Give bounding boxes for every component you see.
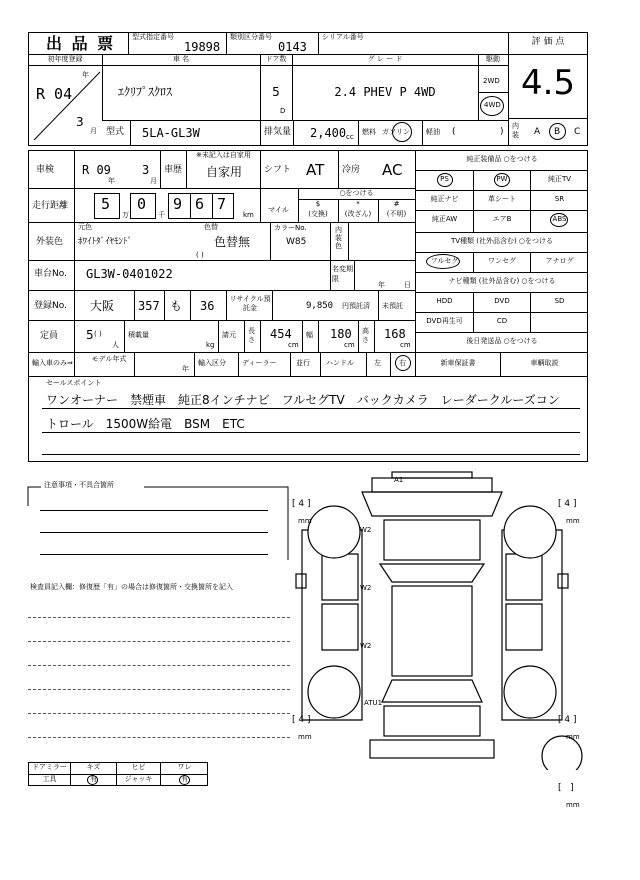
inspector-note: 検査員記入欄：修復歴「有」の場合は修復箇所・交換箇所を記入 bbox=[30, 583, 233, 591]
color-change: 色替無 bbox=[214, 235, 251, 249]
shift-value: AT bbox=[306, 161, 325, 179]
mark-atu1: ATU1 bbox=[364, 699, 383, 707]
grade-value: 2.4 PHEV P 4WD bbox=[334, 85, 436, 99]
capacity-persons: 5 bbox=[86, 328, 94, 342]
equip-aw: 純正AW bbox=[431, 215, 458, 223]
navi-sd: SD bbox=[554, 297, 565, 305]
equip-airbag: エアB bbox=[492, 215, 512, 223]
length-unit: cm bbox=[288, 341, 299, 349]
tire-front-left-value: 4 bbox=[298, 499, 305, 509]
chassis-number: GL3W-0401022 bbox=[86, 267, 173, 281]
notes-bracket bbox=[26, 481, 290, 564]
legend-jack: ジャッキ bbox=[124, 775, 153, 783]
tire-rear-left-value: 4 bbox=[298, 715, 305, 725]
tv-fullseg-circle bbox=[426, 254, 460, 269]
color-label: 外装色 bbox=[36, 237, 64, 247]
sales-point-label: セールスポイント bbox=[46, 379, 102, 387]
unknown-label: (不明) bbox=[386, 210, 407, 218]
original-color: ﾎﾜｲﾄﾀﾞｲﾔﾓﾝﾄﾞ bbox=[78, 237, 133, 247]
legend-scratch: キズ bbox=[86, 763, 101, 771]
tire-front-right: [ 4 ] bbox=[558, 499, 577, 509]
mileage-digit-5: 7 bbox=[217, 195, 227, 213]
import-class-label: 輸入区分 bbox=[198, 359, 226, 367]
renewal-day-unit: 日 bbox=[404, 281, 411, 289]
legend-tools: 工具 bbox=[42, 775, 57, 783]
tire-rear-right-value: 4 bbox=[564, 715, 571, 725]
height-label: 高さ bbox=[362, 327, 369, 344]
mark-w2-2: W2 bbox=[360, 584, 372, 592]
form-title: 出 品 票 bbox=[46, 34, 116, 53]
first-reg-era: R 04 bbox=[36, 85, 73, 103]
import-parallel: 並行 bbox=[296, 359, 310, 367]
handle-right-circle bbox=[395, 355, 411, 371]
length-label: 長さ bbox=[248, 327, 255, 344]
registration-number-2: 36 bbox=[200, 299, 215, 313]
door-count: 5 bbox=[272, 85, 280, 99]
tire-front-left-unit: mm bbox=[298, 517, 312, 525]
imported-only: 輸入車のみ⇒ bbox=[32, 359, 73, 367]
mark-a1: A1 bbox=[394, 476, 404, 484]
drive-4wd: 4WD bbox=[484, 101, 501, 109]
interior-c: C bbox=[574, 127, 581, 137]
color-code: W85 bbox=[286, 237, 307, 247]
width-unit: cm bbox=[344, 341, 355, 349]
history-value: 自家用 bbox=[206, 165, 243, 179]
renewal-year-unit: 年 bbox=[378, 281, 385, 289]
legend-tools-circle bbox=[87, 775, 98, 785]
mileage-digit-4: 6 bbox=[195, 195, 205, 213]
equip-pw: PW bbox=[496, 175, 508, 183]
first-reg-label: 初年度登録 bbox=[47, 55, 83, 63]
color-change-label: 色替 bbox=[204, 223, 218, 231]
mileage-digit-1: 5 bbox=[101, 195, 111, 213]
light-oil-label: 軽油 bbox=[426, 128, 440, 136]
mile-label: マイル bbox=[268, 206, 289, 214]
color-code-label: カラーNo. bbox=[274, 224, 307, 232]
height-value: 168 bbox=[384, 327, 406, 341]
interior-color-label: 内装色 bbox=[335, 226, 342, 250]
navi-hdd: HDD bbox=[436, 297, 453, 305]
mileage-label: 走行距離 bbox=[32, 201, 69, 211]
registration-number-1: 357 bbox=[138, 299, 160, 313]
type-number-label: 型式指定番号 bbox=[132, 33, 174, 41]
model-name-label: 車 名 bbox=[172, 55, 190, 63]
legend-break: ワレ bbox=[177, 763, 192, 771]
recycle-unpaid: 未預託 bbox=[382, 302, 403, 310]
equip-leather: 革シート bbox=[488, 195, 516, 203]
tv-oneseg: ワンセグ bbox=[488, 257, 516, 265]
score-label: 評 価 点 bbox=[531, 37, 565, 47]
history-note: ※未記入は自家用 bbox=[196, 151, 251, 159]
color-change-paren: ( ) bbox=[196, 251, 204, 259]
inspection-month: 3 bbox=[142, 163, 150, 177]
mileage-digit-2: 0 bbox=[137, 195, 147, 213]
doors-label: ドア数 bbox=[265, 55, 287, 63]
serial-label: シリアル番号 bbox=[322, 33, 364, 41]
interior-label: 内装 bbox=[512, 122, 519, 139]
navi-title: ナビ種類 (社外品含む) ○をつける bbox=[448, 277, 556, 285]
mark-w2-1: W2 bbox=[360, 526, 372, 534]
exchange-symbol: $ bbox=[315, 200, 321, 208]
capacity-paren: ( ) bbox=[94, 330, 102, 338]
equip-abs: ABS bbox=[552, 215, 567, 223]
inspection-era: R 09 bbox=[82, 163, 111, 177]
history-label: 車歴 bbox=[164, 165, 183, 175]
cooler-value: AC bbox=[382, 161, 403, 179]
displacement-unit: cc bbox=[346, 133, 354, 141]
length-value: 454 bbox=[270, 327, 292, 341]
car-damage-diagram bbox=[292, 470, 592, 770]
width-value: 180 bbox=[330, 327, 352, 341]
handle-right: 右 bbox=[399, 359, 406, 367]
year-unit: 年 bbox=[82, 71, 89, 79]
spare-tire-bracket: [ ] bbox=[558, 783, 574, 793]
original-color-label: 元色 bbox=[78, 223, 92, 231]
registration-city: 大阪 bbox=[90, 299, 115, 313]
sales-point-line-1: ワンオーナー 禁煙車 純正8インチナビ フルセグTV バックカメラ レーダークルーズコン bbox=[46, 393, 560, 407]
grade-label: グ レ ー ド bbox=[367, 55, 403, 63]
registration-label: 登録No. bbox=[34, 301, 67, 311]
height-unit: cm bbox=[400, 341, 411, 349]
month-unit: 月 bbox=[90, 127, 97, 135]
fuel-circle bbox=[392, 122, 412, 142]
mileage-sen: 千 bbox=[158, 211, 165, 219]
chassis-label: 車台No. bbox=[34, 269, 67, 279]
tv-fullseg: フルセグ bbox=[430, 257, 459, 265]
mileage-unit: km bbox=[243, 211, 254, 219]
tire-front-left: [ 4 ] bbox=[292, 499, 311, 509]
paren-close: ) bbox=[500, 127, 504, 137]
equip-ps-circle bbox=[437, 173, 453, 187]
class-number-label: 類別区分番号 bbox=[230, 33, 272, 41]
shift-label: シフト bbox=[264, 165, 292, 175]
spare-tire-unit: mm bbox=[566, 801, 580, 809]
displacement-label: 排気量 bbox=[264, 127, 292, 137]
interior-b: B bbox=[554, 127, 561, 137]
drive-2wd: 2WD bbox=[483, 77, 500, 85]
equip-tv: 純正TV bbox=[547, 175, 572, 183]
model-year-unit: 年 bbox=[182, 365, 189, 373]
tv-analog: アナログ bbox=[545, 257, 574, 265]
load-label: 積載量 bbox=[128, 331, 149, 339]
inspection-label: 車検 bbox=[36, 165, 55, 175]
tire-rear-left: [ 4 ] bbox=[292, 715, 311, 725]
width-label: 幅 bbox=[306, 331, 313, 339]
evaluation-score: 4.5 bbox=[520, 63, 576, 103]
model-name: ｴｸﾘﾌﾟｽｸﾛｽ bbox=[118, 85, 173, 99]
drive-4wd-circle bbox=[480, 96, 504, 116]
tire-rear-right: [ 4 ] bbox=[558, 715, 577, 725]
legend-crack: ヒビ bbox=[131, 763, 146, 771]
sales-point-line-2: トロール 1500W給電 BSM ETC bbox=[46, 417, 245, 431]
model-year-label: モデル年式 bbox=[91, 355, 127, 363]
recycle-amount: 9,850 bbox=[306, 301, 334, 311]
tire-front-right-value: 4 bbox=[564, 499, 571, 509]
dvd-playback: DVD再生可 bbox=[426, 317, 463, 325]
recycle-unit: 円預託済 bbox=[342, 302, 370, 310]
door-suffix: D bbox=[280, 107, 286, 115]
tire-rear-right-unit: mm bbox=[566, 733, 580, 741]
notes-title: 注意事項・不具合箇所 bbox=[44, 481, 114, 489]
tv-title: TV種類 (社外品含む) ○をつける bbox=[450, 237, 554, 245]
handle-label: ハンドル bbox=[326, 359, 354, 367]
tire-rear-left-unit: mm bbox=[298, 733, 312, 741]
price-label: 請元 bbox=[222, 331, 236, 339]
handle-left: 左 bbox=[374, 359, 381, 367]
fuel-label: 燃料 bbox=[362, 128, 376, 136]
model-code: 5LA-GL3W bbox=[142, 126, 200, 140]
legend-door-mirror: ドアミラー bbox=[32, 763, 67, 771]
tire-front-right-unit: mm bbox=[566, 517, 580, 525]
capacity-label: 定員 bbox=[40, 331, 59, 341]
registration-kana: も bbox=[170, 299, 183, 313]
vehicle-manual: 車輌取説 bbox=[530, 359, 559, 367]
altered-label: (改ざん) bbox=[344, 210, 372, 218]
legend-tools-yes: 有 bbox=[90, 775, 97, 783]
legend-jack-circle bbox=[179, 775, 190, 785]
equip-sr: SR bbox=[554, 195, 565, 203]
unknown-symbol: # bbox=[393, 200, 400, 208]
mark-w2-3: W2 bbox=[360, 642, 372, 650]
altered-symbol: * bbox=[356, 200, 360, 208]
cooler-label: 冷房 bbox=[342, 165, 361, 175]
type-number: 19898 bbox=[184, 40, 221, 54]
equip-pw-circle bbox=[494, 173, 510, 187]
renewal-label: 名変期限 bbox=[332, 265, 353, 283]
equip-ps: PS bbox=[440, 175, 449, 183]
navi-dvd: DVD bbox=[494, 297, 510, 305]
equipment-title: 純正装備品 ○をつける bbox=[466, 155, 538, 163]
class-number: 0143 bbox=[278, 40, 307, 54]
load-unit: kg bbox=[206, 341, 215, 349]
first-reg-month: 3 bbox=[76, 115, 84, 129]
import-dealer: ディーラー bbox=[242, 359, 277, 367]
inspection-month-unit: 月 bbox=[150, 177, 157, 185]
inspection-year-unit: 年 bbox=[108, 177, 115, 185]
cd: CD bbox=[496, 317, 508, 325]
new-car-warranty: 新車保証書 bbox=[440, 359, 476, 367]
paren-open: ( bbox=[452, 127, 456, 137]
later-shipment: 後日発送品 ○をつける bbox=[466, 337, 538, 345]
exchange-label: (交換) bbox=[308, 210, 328, 218]
interior-b-circle bbox=[549, 123, 566, 140]
mileage-mark-note: ○をつける bbox=[339, 189, 374, 197]
mileage-man: 万 bbox=[122, 211, 129, 219]
equip-abs-circle bbox=[550, 213, 568, 227]
displacement: 2,400 bbox=[310, 126, 347, 140]
legend-jack-yes: 有 bbox=[181, 775, 188, 783]
recycle-label: リサイクル預託金 bbox=[229, 295, 271, 312]
interior-a: A bbox=[534, 127, 541, 137]
model-code-label: 型式 bbox=[106, 127, 125, 137]
capacity-unit: 人 bbox=[112, 341, 119, 349]
mileage-digit-3: 9 bbox=[173, 195, 183, 213]
drive-label: 駆動 bbox=[486, 55, 500, 63]
fuel-gasoline: ガソリン bbox=[382, 128, 410, 136]
equip-navi: 純正ナビ bbox=[430, 195, 459, 203]
